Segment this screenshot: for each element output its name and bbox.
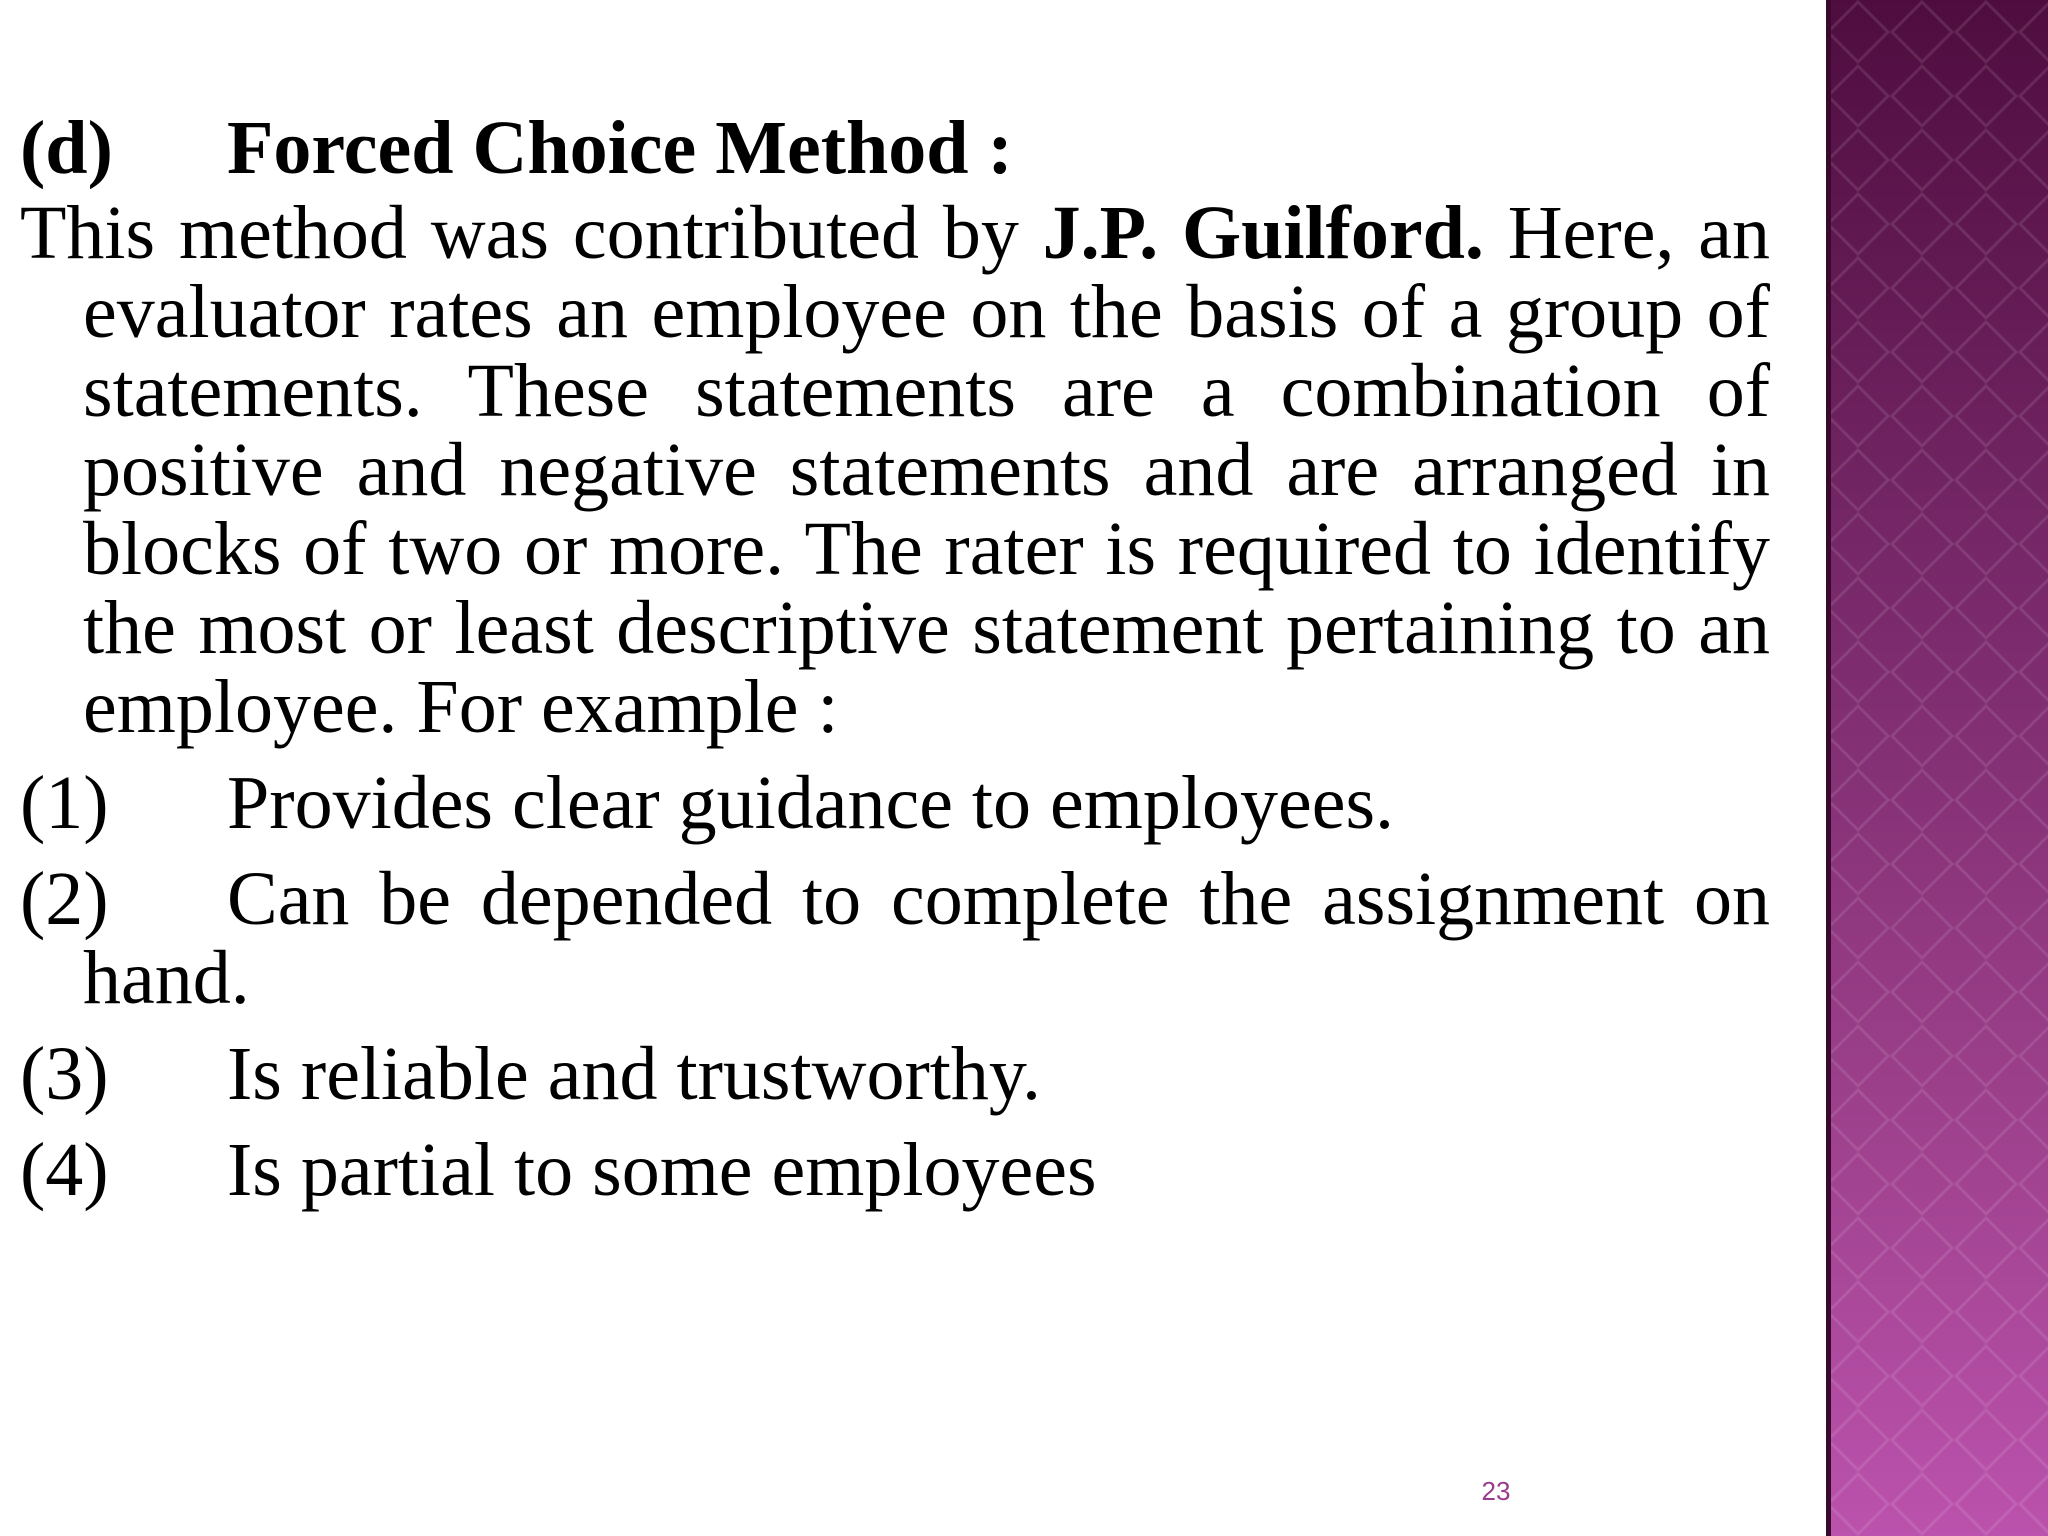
page-number: 23: [1481, 1476, 1511, 1506]
heading-title: Forced Choice Method :: [227, 106, 1013, 190]
heading-marker: (d): [20, 106, 113, 190]
example-text: Is reliable and trustworthy.: [227, 1032, 1041, 1116]
author-name: J.P. Guilford.: [1042, 191, 1484, 275]
example-item: [20, 857, 1770, 1020]
example-item: [20, 761, 1770, 845]
example-marker: (1): [20, 761, 109, 845]
example-marker: (2): [20, 857, 109, 941]
description-paragraph: [20, 191, 1771, 749]
example-text: Provides clear guidance to employees.: [227, 761, 1395, 845]
slide-heading: [20, 96, 1770, 200]
example-text: Is partial to some employees: [227, 1128, 1097, 1212]
diamond-pattern: [1826, 0, 2048, 1536]
example-text: Can be depended to complete the assignment on hand.: [83, 857, 1770, 1020]
example-item: [20, 1128, 1770, 1212]
example-marker: (4): [20, 1128, 109, 1212]
slide-content: [20, 96, 1770, 1210]
decorative-sidebar: [1826, 0, 2048, 1536]
sidebar-divider: [1826, 0, 1831, 1536]
example-marker: (3): [20, 1032, 109, 1116]
paragraph-body: Here, an evaluator rates an employee on the basis of a group of statements. These statements are a combination of positive and negative statements and are arranged in blocks of two or more. The rater is required to identify the most or least descriptive statement pertaining to an employee. For example :: [83, 191, 1771, 749]
example-item: [20, 1032, 1770, 1116]
paragraph-intro: This method was contributed by: [20, 191, 1019, 275]
